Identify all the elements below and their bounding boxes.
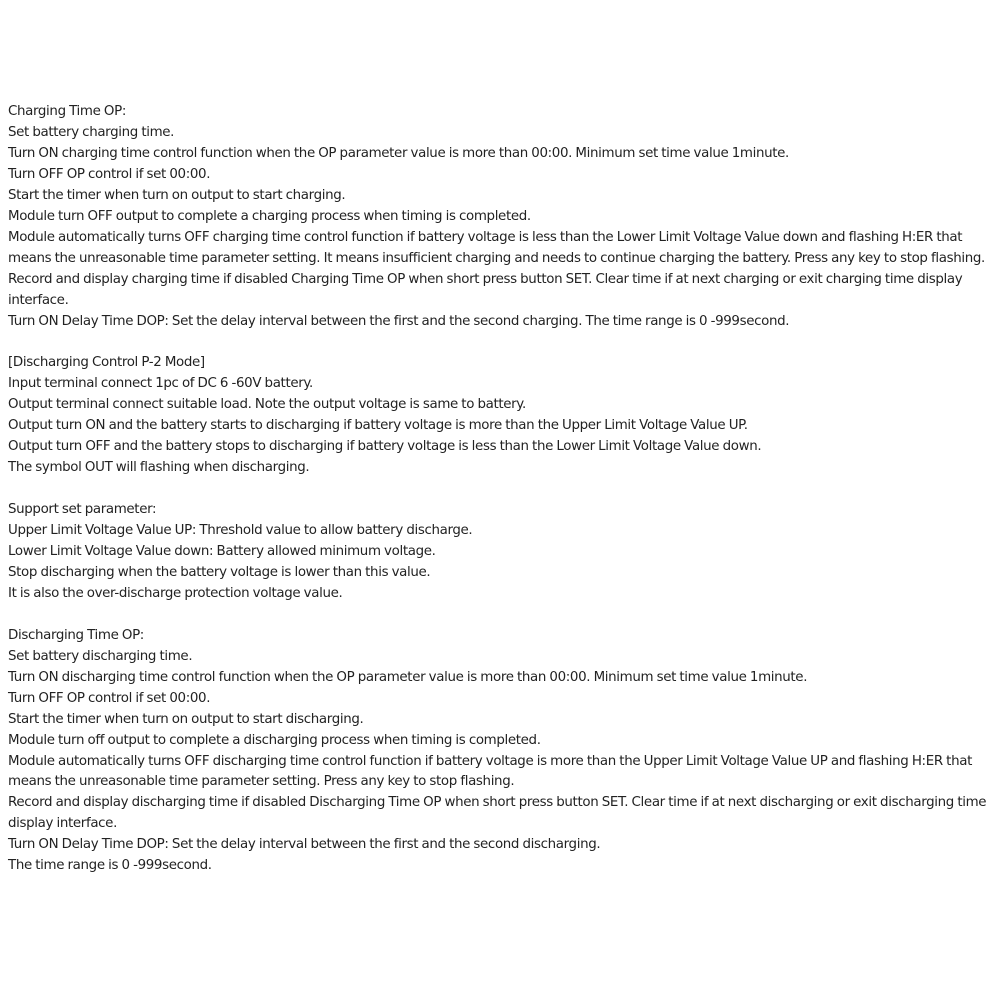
text-line: Turn ON discharging time control function when the OP parameter value is more than 00:00. Minimum set time value 1minute. xyxy=(8,669,808,685)
text-line: Module automatically turns OFF charging time control function if battery voltage is less than the Lower Limit Voltage Value down and flashing H:ER that means the unreasonable time parameter setting. It means insufficient charging and needs to continue charging the battery. Press any key to stop flashing. xyxy=(8,229,985,266)
text-line: Output terminal connect suitable load. Note the output voltage is same to battery. xyxy=(8,397,526,413)
discharging-control-section xyxy=(8,353,992,479)
section-spacer xyxy=(8,332,992,353)
text-line: Set battery discharging time. xyxy=(8,648,193,664)
support-set-parameter-section xyxy=(8,500,992,605)
section-heading: Charging Time OP: xyxy=(8,104,126,119)
text-line: Output turn ON and the battery starts to discharging if battery voltage is more than the Upper Limit Voltage Value UP. xyxy=(8,418,748,434)
section-heading: Support set parameter: xyxy=(8,502,157,518)
text-line: Turn OFF OP control if set 00:00. xyxy=(8,690,211,706)
text-line: Input terminal connect 1pc of DC 6 -60V battery. xyxy=(8,376,313,392)
document-body xyxy=(8,102,992,877)
text-line: Turn ON Delay Time DOP: Set the delay interval between the first and the second discharging. xyxy=(8,837,601,853)
text-line: Stop discharging when the battery voltage is lower than this value. xyxy=(8,564,431,580)
text-line: Set battery charging time. xyxy=(8,124,175,140)
section-spacer xyxy=(8,605,992,626)
text-line: Output turn OFF and the battery stops to discharging if battery voltage is less than the Lower Limit Voltage Value down. xyxy=(8,439,762,455)
text-line: Record and display discharging time if disabled Discharging Time OP when short press button SET. Clear time if at next discharging or exit discharging time display interface. xyxy=(8,795,987,832)
text-line: It is also the over-discharge protection voltage value. xyxy=(8,585,343,601)
text-line: Module turn off output to complete a discharging process when timing is completed. xyxy=(8,732,541,748)
text-line: Turn ON Delay Time DOP: Set the delay interval between the first and the second charging. The time range is 0 -999second. xyxy=(8,313,790,329)
text-line: Module turn OFF output to complete a charging process when timing is completed. xyxy=(8,208,531,224)
text-line: Start the timer when turn on output to start discharging. xyxy=(8,711,364,727)
charging-time-op-section xyxy=(8,102,992,332)
text-line: Upper Limit Voltage Value UP: Threshold value to allow battery discharge. xyxy=(8,523,473,539)
text-line: Lower Limit Voltage Value down: Battery allowed minimum voltage. xyxy=(8,543,436,559)
text-line: Start the timer when turn on output to start charging. xyxy=(8,187,346,203)
text-line: The symbol OUT will flashing when discharging. xyxy=(8,460,310,476)
section-heading: Discharging Time OP: xyxy=(8,627,144,643)
section-spacer xyxy=(8,479,992,500)
text-line: Module automatically turns OFF discharging time control function if battery voltage is more than the Upper Limit Voltage Value UP and flashing H:ER that means the unreasonable time parameter setting. Press any key to stop flashing. xyxy=(8,753,972,790)
text-line: Turn ON charging time control function when the OP parameter value is more than 00:00. Minimum set time value 1minute. xyxy=(8,145,789,161)
text-line: The time range is 0 -999second. xyxy=(8,858,212,874)
text-line: Record and display charging time if disabled Charging Time OP when short press button SET. Clear time if at next charging or exit charging time display interface. xyxy=(8,271,963,308)
section-heading: [Discharging Control P-2 Mode] xyxy=(8,355,205,371)
discharging-time-op-section xyxy=(8,626,992,877)
text-line: Turn OFF OP control if set 00:00. xyxy=(8,166,211,182)
